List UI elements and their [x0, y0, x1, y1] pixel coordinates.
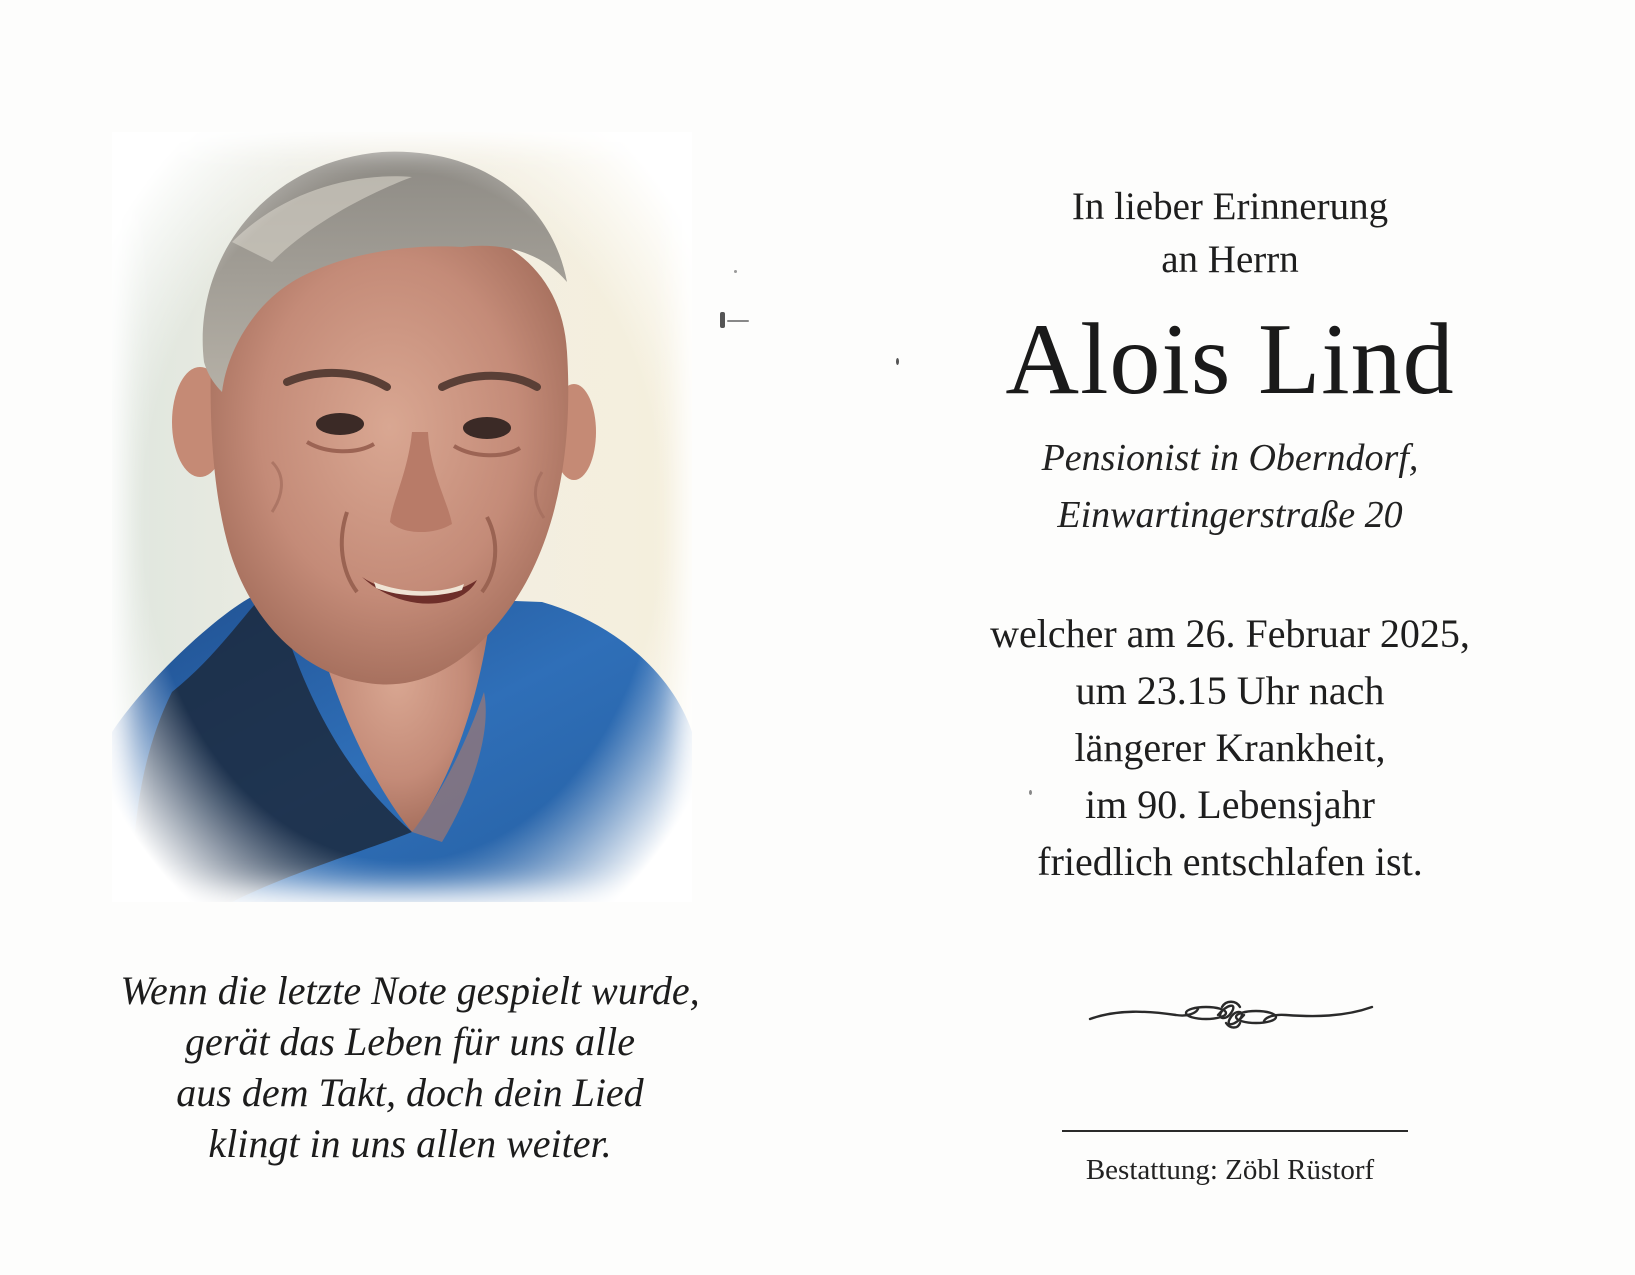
- funeral-home-credit: Bestattung: Zöbl Rüstorf: [1085, 1154, 1375, 1186]
- portrait-photo: [112, 132, 692, 902]
- death-notice-line: welcher am 26. Februar 2025,: [990, 611, 1470, 656]
- scan-speck: [896, 358, 899, 365]
- deceased-name: Alois Lind: [1005, 303, 1455, 416]
- intro-line: In lieber Erinnerung: [1071, 185, 1389, 228]
- death-notice-line: um 23.15 Uhr nach: [1075, 668, 1385, 713]
- occupation-line: Pensionist in Oberndorf,: [1041, 437, 1419, 479]
- death-notice-line: friedlich entschlafen ist.: [1037, 839, 1423, 884]
- signature-rule: [1062, 1130, 1408, 1132]
- death-notice: [900, 605, 1560, 890]
- verse-line: aus dem Takt, doch dein Lied: [176, 1070, 644, 1115]
- flourish-divider-icon: [1088, 995, 1374, 1035]
- intro-line: an Herrn: [1161, 238, 1299, 281]
- death-notice-line: längerer Krankheit,: [1074, 725, 1386, 770]
- address-line: Einwartingerstraße 20: [1057, 494, 1403, 536]
- verse-line: gerät das Leben für uns alle: [185, 1019, 635, 1064]
- scan-speck: [734, 270, 737, 273]
- verse-line: klingt in uns allen weiter.: [208, 1121, 612, 1166]
- death-notice-line: im 90. Lebensjahr: [1085, 782, 1375, 827]
- verse-line: Wenn die letzte Note gespielt wurde,: [120, 968, 700, 1013]
- occupation-address: [900, 430, 1560, 544]
- scan-speck: [727, 320, 749, 322]
- memorial-verse: [60, 965, 760, 1169]
- scan-speck: [1029, 790, 1032, 795]
- scan-speck: [720, 312, 725, 328]
- intro-text: [900, 180, 1560, 286]
